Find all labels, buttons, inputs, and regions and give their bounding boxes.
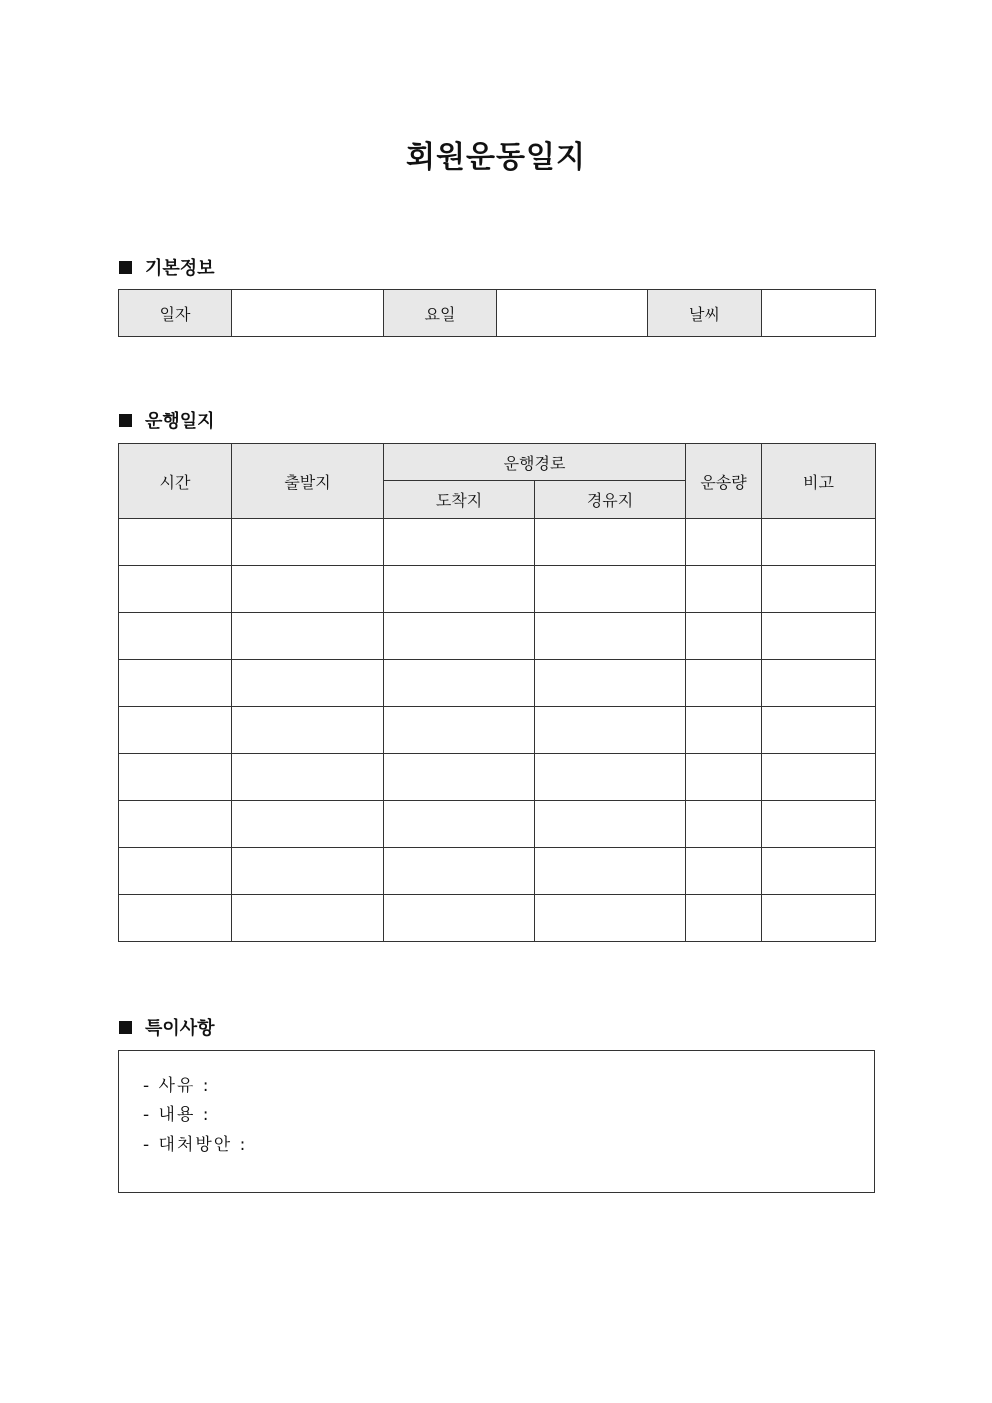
remarks-cell[interactable] (762, 660, 876, 707)
notes-heading-text: 특이사항 (145, 1018, 215, 1039)
basic-info-heading (119, 254, 215, 280)
waypoint-header: 경유지 (535, 481, 686, 519)
arrival-cell[interactable] (384, 848, 535, 895)
arrival-cell[interactable] (384, 519, 535, 566)
basic-info-heading-text: 기본정보 (145, 258, 215, 279)
arrival-header: 도착지 (384, 481, 535, 519)
log-row (119, 613, 876, 660)
volume-cell[interactable] (686, 707, 762, 754)
time-cell[interactable] (119, 707, 232, 754)
arrival-cell[interactable] (384, 613, 535, 660)
notes-heading (119, 1014, 215, 1040)
volume-cell[interactable] (686, 613, 762, 660)
time-cell[interactable] (119, 660, 232, 707)
operation-log-table (118, 443, 876, 942)
waypoint-cell[interactable] (535, 848, 686, 895)
departure-cell[interactable] (232, 707, 384, 754)
arrival-cell[interactable] (384, 660, 535, 707)
waypoint-cell[interactable] (535, 754, 686, 801)
log-body (119, 519, 876, 942)
departure-header: 출발지 (232, 444, 384, 519)
volume-cell[interactable] (686, 895, 762, 942)
time-cell[interactable] (119, 895, 232, 942)
volume-cell[interactable] (686, 660, 762, 707)
log-row (119, 895, 876, 942)
notes-content-line: - 내용 : (143, 1105, 211, 1125)
remarks-cell[interactable] (762, 801, 876, 848)
log-heading-text: 운행일지 (145, 411, 215, 432)
page-title: 회원운동일지 (406, 140, 586, 175)
remarks-header: 비고 (762, 444, 876, 519)
notes-action-line: - 대처방안 : (143, 1135, 248, 1155)
arrival-cell[interactable] (384, 895, 535, 942)
basic-info-table (118, 289, 876, 337)
waypoint-cell[interactable] (535, 707, 686, 754)
arrival-cell[interactable] (384, 801, 535, 848)
waypoint-cell[interactable] (535, 895, 686, 942)
log-row (119, 754, 876, 801)
square-bullet-icon (119, 1021, 132, 1034)
log-header-row (119, 444, 876, 481)
remarks-cell[interactable] (762, 519, 876, 566)
square-bullet-icon (119, 261, 132, 274)
log-row (119, 707, 876, 754)
waypoint-cell[interactable] (535, 519, 686, 566)
volume-header: 운송량 (686, 444, 762, 519)
waypoint-cell[interactable] (535, 613, 686, 660)
time-cell[interactable] (119, 754, 232, 801)
square-bullet-icon (119, 414, 132, 427)
departure-cell[interactable] (232, 895, 384, 942)
time-cell[interactable] (119, 566, 232, 613)
log-row (119, 519, 876, 566)
waypoint-cell[interactable] (535, 660, 686, 707)
volume-cell[interactable] (686, 566, 762, 613)
log-heading (119, 407, 215, 433)
departure-cell[interactable] (232, 801, 384, 848)
log-row (119, 848, 876, 895)
date-label: 일자 (119, 290, 232, 337)
volume-cell[interactable] (686, 754, 762, 801)
arrival-cell[interactable] (384, 707, 535, 754)
departure-cell[interactable] (232, 848, 384, 895)
departure-cell[interactable] (232, 613, 384, 660)
time-cell[interactable] (119, 613, 232, 660)
remarks-cell[interactable] (762, 613, 876, 660)
time-header: 시간 (119, 444, 232, 519)
weekday-label: 요일 (384, 290, 497, 337)
log-row (119, 566, 876, 613)
departure-cell[interactable] (232, 519, 384, 566)
log-row (119, 801, 876, 848)
departure-cell[interactable] (232, 660, 384, 707)
time-cell[interactable] (119, 801, 232, 848)
time-cell[interactable] (119, 848, 232, 895)
date-field[interactable] (232, 290, 384, 337)
weather-field[interactable] (762, 290, 876, 337)
weather-label: 날씨 (648, 290, 762, 337)
remarks-cell[interactable] (762, 754, 876, 801)
arrival-cell[interactable] (384, 566, 535, 613)
volume-cell[interactable] (686, 519, 762, 566)
volume-cell[interactable] (686, 801, 762, 848)
notes-reason-line: - 사유 : (143, 1076, 211, 1096)
arrival-cell[interactable] (384, 754, 535, 801)
weekday-field[interactable] (497, 290, 648, 337)
time-cell[interactable] (119, 519, 232, 566)
remarks-cell[interactable] (762, 895, 876, 942)
waypoint-cell[interactable] (535, 801, 686, 848)
basic-info-row (119, 290, 876, 337)
remarks-cell[interactable] (762, 566, 876, 613)
waypoint-cell[interactable] (535, 566, 686, 613)
log-row (119, 660, 876, 707)
departure-cell[interactable] (232, 754, 384, 801)
departure-cell[interactable] (232, 566, 384, 613)
volume-cell[interactable] (686, 848, 762, 895)
remarks-cell[interactable] (762, 848, 876, 895)
remarks-cell[interactable] (762, 707, 876, 754)
route-header: 운행경로 (384, 444, 686, 481)
notes-box[interactable] (118, 1050, 875, 1193)
